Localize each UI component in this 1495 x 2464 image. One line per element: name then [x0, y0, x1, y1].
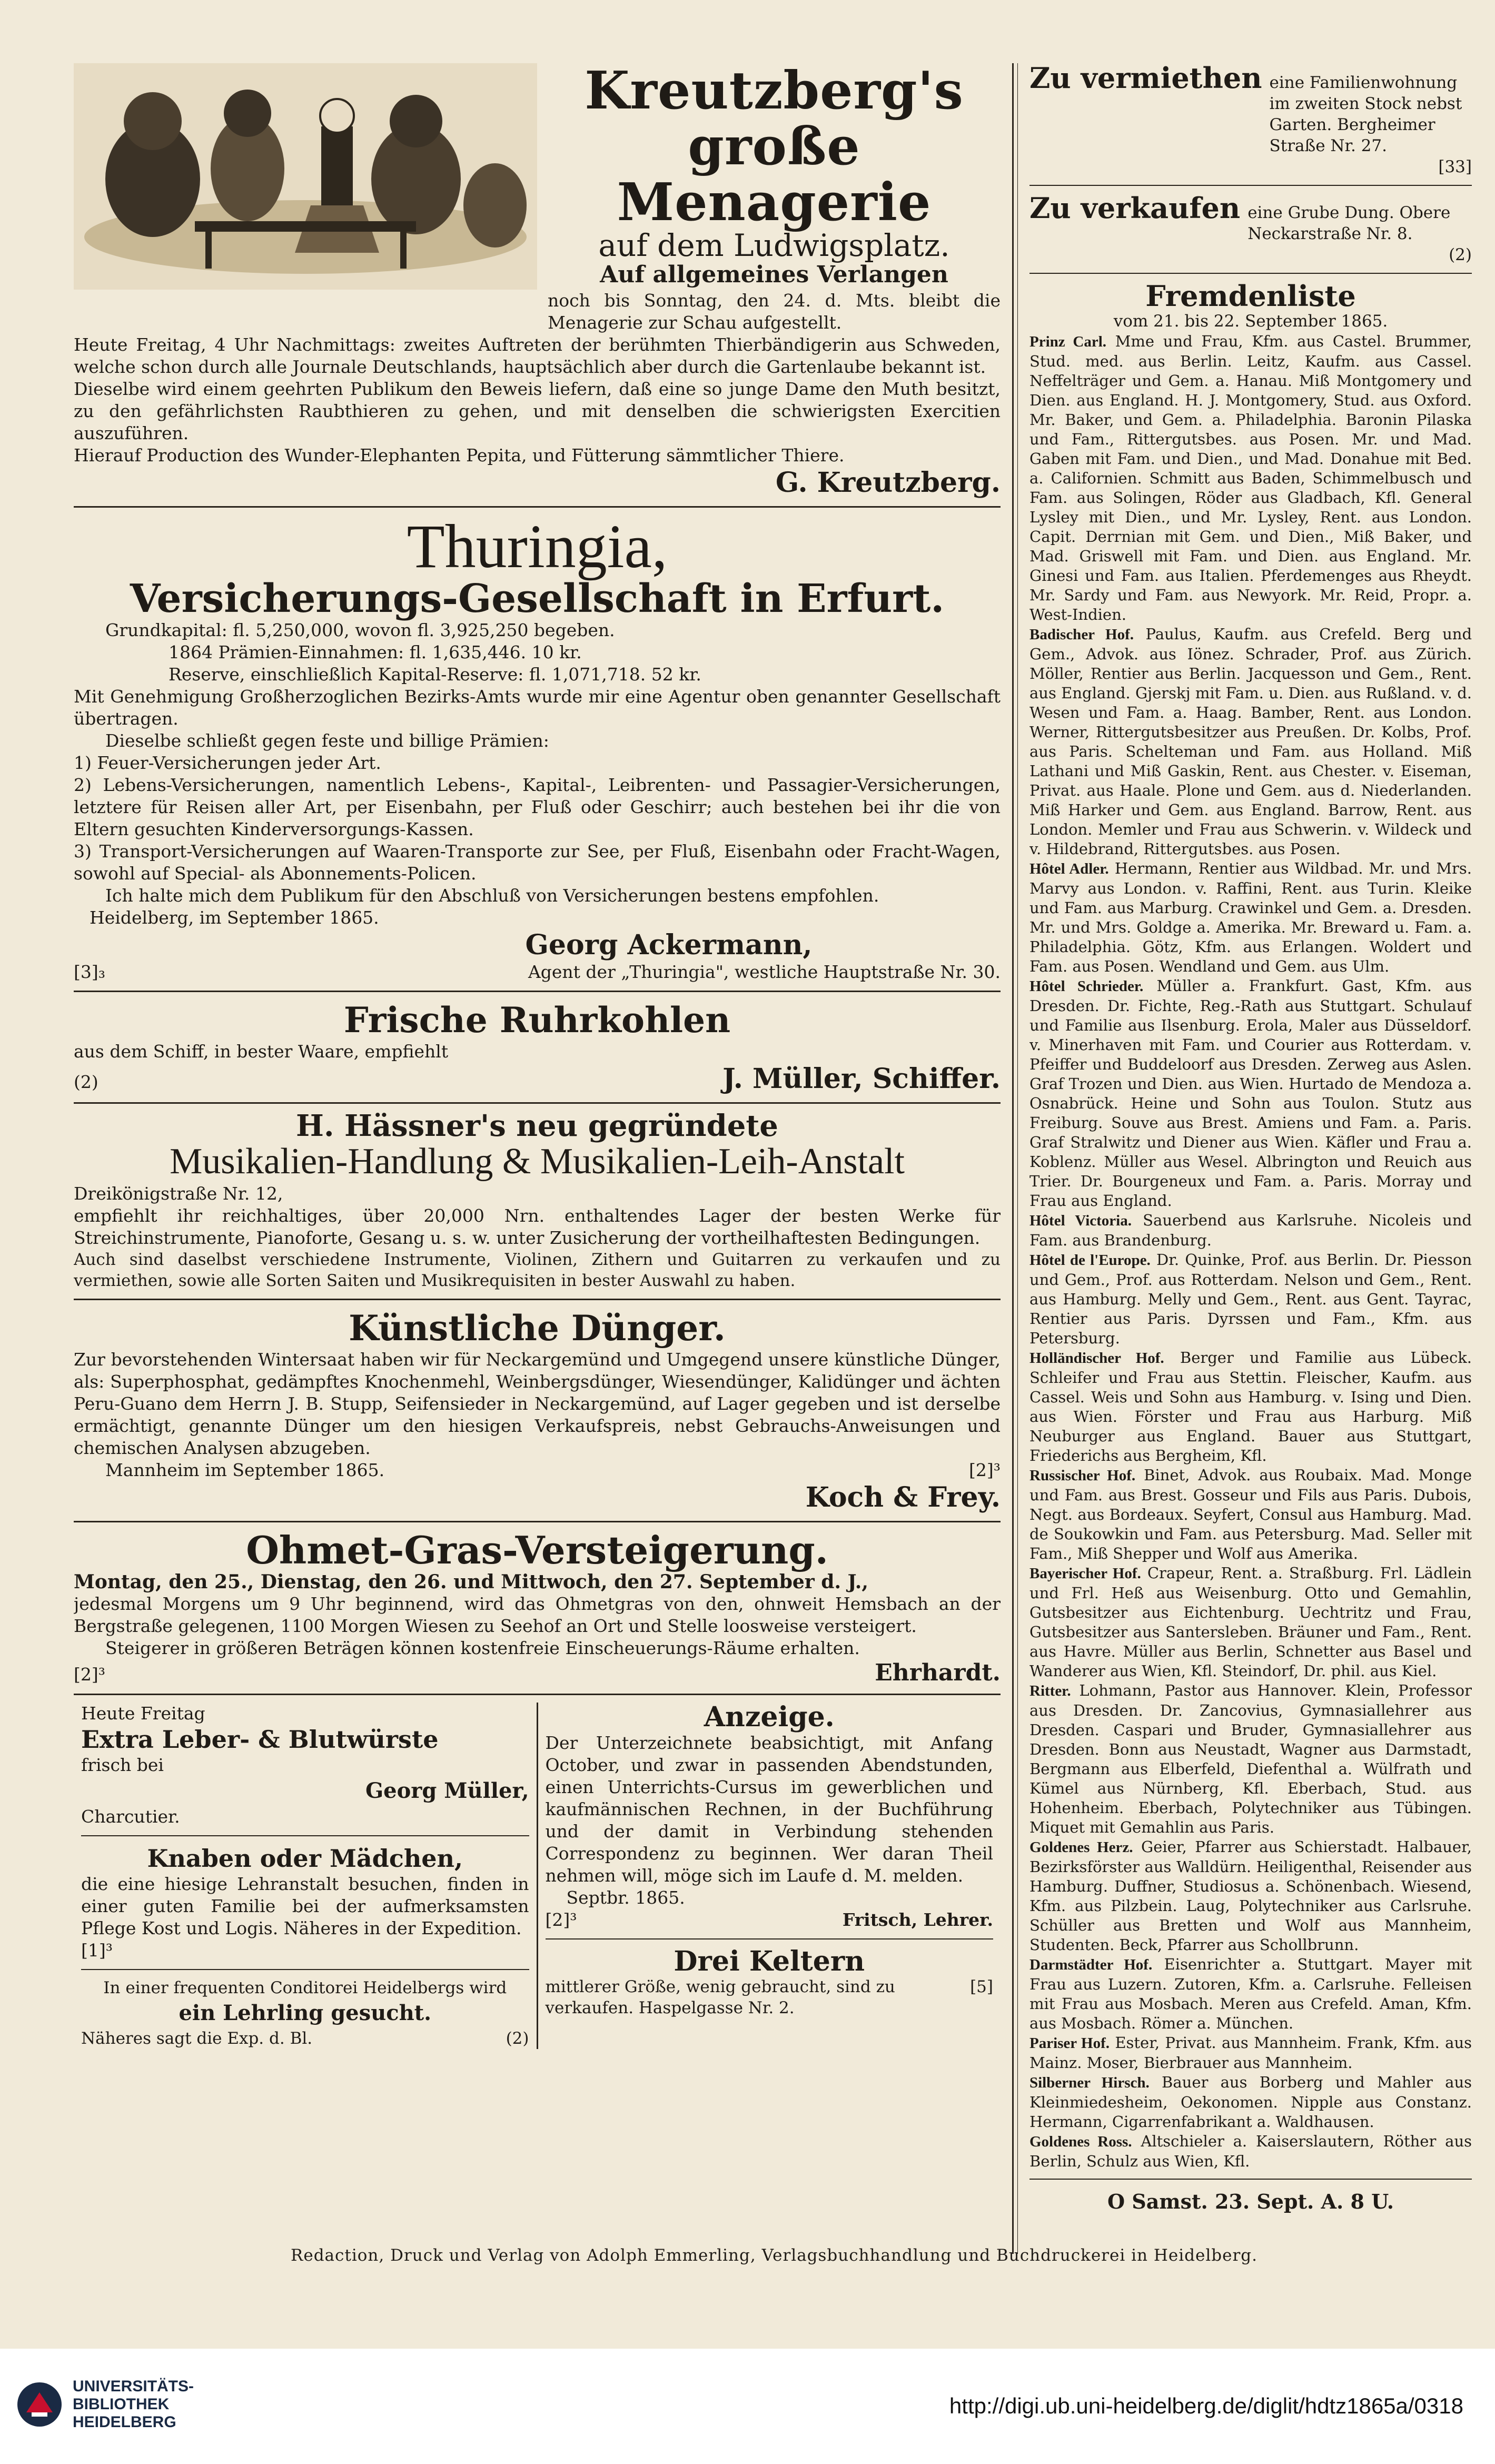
samst-line: O Samst. 23. Sept. A. 8 U.	[1107, 2190, 1394, 2213]
vermiethen-text: eine Familienwohnung im zweiten Stock nebst Garten. Bergheimer Straße Nr. 27.	[1269, 73, 1462, 155]
divider	[74, 1521, 1001, 1522]
hotel-guests: Paulus, Kaufm. aus Crefeld. Berg und Gem., Advok. aus Iönez. Schrader, Prof. aus Zürich. Möller, Rentier aus Berlin. Jacquesson und Gem., Rent. aus England. Gjerskj mit Fam. u. Dien. aus Rußland. v. d. Wesen und Fam. a. Haag. Bamber, Rent. aus London. Werner, Rittergutsbesitzer aus Preußen. Dr. Kolbs, Prof. aus Paris. Schelteman und Fam. aus Holland. Miß Lathani und Miß Gaskin, Rent. aus Chester. v. Eiseman, Privat. aus Haale. Plone und Gem. aus d. Niederlanden. Miß Harker und Gem. aus England. Barrow, Rent. aus London. Memler und Frau aus Schwerin. v. Wildeck und v. Hildebrand, Rittergutsbes. aus Posen.	[1029, 625, 1472, 858]
duenger-ref: [2]³	[969, 1460, 1001, 1480]
hotel-guests: Eisenrichter a. Stuttgart. Mayer mit Frau aus Luzern. Zutoren, Kfm. a. Carlsruhe. Felleisen mit Frau aus Mosbach. Meren aus Crefeld. Aman, Kfm. aus Mosbach. Römer a. München.	[1029, 1955, 1472, 2032]
hotel-entry	[1029, 1681, 1472, 1837]
knaben-title: Knaben oder Mädchen,	[147, 1844, 463, 1873]
hotel-entry	[1029, 1837, 1472, 1955]
library-logo[interactable]	[16, 2378, 194, 2431]
vermiethen-title: Zu vermiethen	[1029, 63, 1262, 95]
hotel-guests: Sauerbend aus Karlsruhe. Nicoleis und Fam. aus Brandenburg.	[1029, 1211, 1472, 1249]
hotel-guests: Altschieler a. Kaiserslautern, Röther aus Berlin, Schulz aus Wien, Kfl.	[1029, 2132, 1472, 2170]
thuringia-praemien: 1864 Prämien-Einnahmen: fl. 1,635,446. 10 kr.	[169, 642, 582, 662]
hotel-name: Goldenes Ross.	[1029, 2133, 1132, 2150]
hotel-name: Bayerischer Hof.	[1029, 1565, 1141, 1582]
divider	[81, 1835, 529, 1836]
thuringia-grundkapital: Grundkapital: fl. 5,250,000, wovon fl. 3,925,250 begeben.	[105, 620, 615, 640]
column-rule	[1017, 63, 1018, 2254]
menagerie-title1: Kreutzberg's	[585, 63, 964, 121]
hotel-entry	[1029, 1563, 1472, 1681]
haessner-text2: Auch sind daselbst verschiedene Instrumente, Violinen, Zithern und Guitarren zu verkaufen und zu vermiethen, sowie alle Sorten Saiten und Musikrequisiten in bester Auswahl zu haben.	[74, 1250, 1001, 1290]
menagerie-title2: große Menagerie	[617, 116, 932, 233]
logo-line2: BIBLIOTHEK	[73, 2396, 170, 2413]
thuringia-reserve: Reserve, einschließlich Kapital-Reserve: fl. 1,071,718. 52 kr.	[169, 664, 701, 685]
hotel-guests: Ester, Privat. aus Mannheim. Frank, Kfm. aus Mainz. Moser, Bierbrauer aus Mannheim.	[1029, 2034, 1472, 2072]
hotel-entry	[1029, 625, 1472, 859]
hotel-list	[1029, 332, 1472, 2171]
menagerie-subtitle: auf dem Ludwigsplatz.	[598, 227, 950, 263]
hotel-guests: Lohmann, Pastor aus Hannover. Klein, Professor aus Dresden. Dr. Zancovius, Gymnasiallehrer aus Dresden. Caspari und Bruder, Gymnasiallehrer aus Dresden. Bonn aus Neustadt, Wagner aus Darmstadt, Bergmann aus Elberfeld, Diefenthal a. Wülfrath und Kümel aus Nürnberg, Kfl. Eberbach, Stud. aus Hohenheim. Eberbach, Polytechniker aus Tübingen. Miquet mit Gemahlin aus Paris.	[1029, 1681, 1472, 1836]
logo-line1: UNIVERSITÄTS-	[73, 2378, 194, 2395]
hotel-guests: Dr. Quinke, Prof. aus Berlin. Dr. Piesson und Gem., Prof. aus Rotterdam. Nelson und Gem., Rent. aus Hamburg. Melly und Gem., Rent. aus Gent. Tayrac, Rentier aus Paris. Dyrssen und Fam., Kfm. aus Petersburg.	[1029, 1251, 1472, 1347]
hotel-entry	[1029, 976, 1472, 1211]
duenger-place: Mannheim im September 1865.	[105, 1460, 385, 1480]
ohmet-text2: Steigerer in größeren Beträgen können kostenfreie Einscheuerungs-Räume erhalten.	[105, 1638, 860, 1658]
hotel-name: Hôtel Adler.	[1029, 860, 1109, 877]
hotel-name: Holländischer Hof.	[1029, 1350, 1164, 1367]
verkaufen-title: Zu verkaufen	[1029, 191, 1241, 225]
divider	[74, 1299, 1001, 1300]
ohmet-signature: Ehrhardt.	[875, 1659, 1001, 1686]
ruhrkohlen-ref: (2)	[74, 1072, 98, 1092]
thuringia-ad	[74, 512, 1001, 983]
divider	[1029, 185, 1472, 186]
anzeige-text: Der Unterzeichnete beabsichtigt, mit Anfang October, und zwar in passenden Abendstunden, einen Unterrichts-Cursus im gewerblichen und kaufmännischen Rechnen, in der Buchführung und der damit in Verbindung stehenden Correspondenz zu beginnen. Wer daran Theil nehmen will, möge sich im Laufe d. M. melden.	[545, 1733, 993, 1886]
thuringia-intro: Mit Genehmigung Großherzoglichen Bezirks-Amts wurde mir eine Agentur oben genannter Gesellschaft übertragen.	[74, 686, 1001, 729]
hotel-name: Hôtel Victoria.	[1029, 1212, 1132, 1229]
thuringia-signature: Georg Ackermann,	[525, 929, 813, 961]
fremdenliste-title: Fremdenliste	[1145, 279, 1356, 313]
haessner-title1: H. Hässner's neu gegründete	[296, 1109, 778, 1143]
bottom-columns	[74, 1703, 1001, 2049]
hotel-entry	[1029, 1211, 1472, 1250]
thuringia-place: Heidelberg, im September 1865.	[90, 907, 379, 928]
bottom-left	[74, 1703, 537, 2049]
divider	[74, 991, 1001, 992]
anzeige-signature: Fritsch, Lehrer.	[842, 1909, 993, 1930]
divider	[74, 1102, 1001, 1104]
left-column	[74, 63, 1001, 2243]
hotel-guests: Geier, Pfarrer aus Schierstadt. Halbauer, Bezirksförster aus Walldürn. Heiligenthal, Reisender aus Hamburg. Duffner, Studiosus a. Schönenbach. Wiesend, Kfm. aus Pilzbein. Laug, Polytechniker aus Carlsruhe. Schüller aus Bretten und Wolf aus Mannheim, Studenten. Beck, Pfarrer aus Schollbrunn.	[1029, 1838, 1472, 1954]
thuringia-item1: 1) Feuer-Versicherungen jeder Art.	[74, 753, 381, 773]
hotel-guests: Bauer aus Borberg und Mahler aus Kleinmiedesheim, Oekonomen. Nipple aus Constanz. Hermann, Cigarrenfabrikant a. Waldhausen.	[1029, 2073, 1472, 2131]
leberwurst-role: Charcutier.	[81, 1806, 180, 1827]
hotel-name: Russischer Hof.	[1029, 1467, 1136, 1484]
leberwurst-title: Extra Leber- & Blutwürste	[81, 1725, 439, 1754]
lehrling-line2: Näheres sagt die Exp. d. Bl.	[81, 2029, 313, 2048]
divider	[1029, 273, 1472, 274]
hotel-name: Ritter.	[1029, 1683, 1071, 1699]
menagerie-para1: Heute Freitag, 4 Uhr Nachmittags: zweites Auftreten der berühmten Thierbändigerin aus Schweden, welche schon durch alle Journale Deutschlands, hauptsächlich aber durch die Gartenlaube bekannt ist.	[74, 334, 1001, 377]
hotel-guests: Müller a. Frankfurt. Gast, Kfm. aus Dresden. Dr. Fichte, Reg.-Rath aus Stuttgart. Schulauf und Familie aus Ilsenburg. Erola, Maler aus Düsseldorf. v. Minerhaven mit Fam. und Courier aus Rotterdam. v. Pfeiffer und Buddeloorf aus Dresden. Zerweg aus Aslen. Graf Trozen und Dien. aus Wien. Hurtado de Mendoza a. Osnabrück. Heine und Sohn aus Toulon. Stutz aus Freiburg. Souve aus Brest. Amiens und Fam. a. Paris. Graf Stralwitz und Diener aus Wien. Käfler und Frau a. Koblenz. Müller aus Wesel. Albrington und Reuich aus Trier. Dr. Bourgeneux und Fam. a. Paris. Morray und Frau aus England.	[1029, 977, 1472, 1210]
library-seal-icon	[16, 2381, 63, 2428]
leberwurst-text: frisch bei	[81, 1755, 164, 1775]
keltern-text: mittlerer Größe, wenig gebraucht, sind zu verkaufen. Haspelgasse Nr. 2.	[545, 1977, 895, 2017]
hotel-entry	[1029, 1348, 1472, 1466]
hotel-entry	[1029, 859, 1472, 976]
ohmet-ad	[74, 1530, 1001, 1686]
hotel-entry	[1029, 332, 1472, 625]
hotel-name: Prinz Carl.	[1029, 333, 1107, 350]
keltern-title: Drei Keltern	[674, 1945, 865, 1977]
menagerie-request: Auf allgemeines Verlangen	[600, 261, 948, 288]
anzeige-title: Anzeige.	[704, 1701, 835, 1733]
verkaufen-text: eine Grube Dung. Obere Neckarstraße Nr. 8.	[1248, 203, 1451, 243]
duenger-title: Künstliche Dünger.	[349, 1308, 726, 1349]
hotel-guests: Crapeur, Rent. a. Straßburg. Frl. Lädlein und Frl. Heß aus Weisenburg. Otto und Gemahlin, Gutsbesitzer aus Eichtenburg. Uechtritz und Frau, Gutsbesitzer aus Santersleben. Bräuner und Fam., Rent. aus Havre. Müller aus Berlin, Schnetter aus Basel und Wanderer aus Wien, Kfl. Steindorf, Dr. phil. aus Kiel.	[1029, 1564, 1472, 1680]
divider	[81, 1969, 529, 1970]
logo-line3: HEIDELBERG	[73, 2413, 176, 2431]
verkaufen-ad	[1029, 193, 1472, 244]
lehrling-line1: In einer frequenten Conditorei Heidelbergs wird	[103, 1978, 507, 1997]
menagerie-para3: Hierauf Production des Wunder-Elephanten Pepita, und Fütterung sämmtlicher Thiere.	[74, 445, 845, 466]
library-footer	[0, 2349, 1495, 2464]
menagerie-para2: Dieselbe wird einem geehrten Publikum den Beweis liefern, daß eine so junge Dame den Muth besitzt, zu den gefährlichsten Raubthieren zu gehen, und mit denselben die schwierigsten Exercitien auszuführen.	[74, 379, 1001, 443]
keltern-ref: [5]	[970, 1977, 993, 1996]
menagerie-ad	[74, 63, 1001, 334]
bottom-right	[538, 1703, 1001, 2049]
thuringia-agent: Agent der „Thuringia", westliche Hauptstraße Nr. 30.	[528, 962, 1001, 982]
right-column	[1029, 63, 1472, 2243]
menagerie-illustration	[74, 63, 537, 290]
duenger-ad	[74, 1308, 1001, 1513]
hotel-entry	[1029, 1466, 1472, 1563]
lehrling-title: ein Lehrling gesucht.	[179, 2001, 432, 2025]
hotel-name: Hôtel Schrieder.	[1029, 978, 1144, 995]
haessner-ad	[74, 1111, 1001, 1291]
menagerie-line1: noch bis Sonntag, den 24. d. Mts. bleibt die Menagerie zur Schau aufgestellt.	[548, 290, 1001, 333]
hotel-name: Hôtel de l'Europe.	[1029, 1252, 1151, 1269]
verkaufen-ref: (2)	[1449, 245, 1472, 264]
thuringia-closing: Ich halte mich dem Publikum für den Abschluß von Versicherungen bestens empfohlen.	[105, 885, 879, 906]
hotel-name: Darmstädter Hof.	[1029, 1956, 1153, 1973]
knaben-ref: [1]³	[81, 1940, 113, 1961]
hotel-guests: Berger und Familie aus Lübeck. Schleifer und Frau aus Stettin. Fleischer, Kaufm. aus Cassel. Weis und Sohn aus Hamburg. v. Ising und Dien. aus Wien. Förster und Frau aus Harburg. Miß Neuburger aus England. Bauer aus Stuttgart, Friederichs aus Bergheim, Kfl.	[1029, 1349, 1472, 1464]
fremdenliste-date: vom 21. bis 22. September 1865.	[1113, 312, 1388, 331]
ruhrkohlen-title: Frische Ruhrkohlen	[343, 1000, 731, 1041]
hotel-entry	[1029, 2132, 1472, 2171]
menagerie-signature: G. Kreutzberg.	[775, 467, 1001, 499]
hotel-guests: Mme und Frau, Kfm. aus Castel. Brummer, Stud. med. aus Berlin. Leitz, Kaufm. aus Cassel. Neffelträger und Gem. a. Hanau. Miß Montgomery und Dien. aus England. H. J. Montgomery, Stud. aus Oxford. Mr. Baker, und Gem. a. Philadelphia. Baronin Pilaska und Fam., Rittergutsbes. aus Posen. Mr. und Mad. Gaben mit Fam. und Dien., und Mad. Donahue mit Bed. a. Californien. Schmitt aus Baden, Schimmelbusch und Fam. aus Solingen, Röder aus Gladbach, Kfl. General Lysley mit Dien., und Mr. Lysley, Rent. aus London. Capit. Derrnian mit Gem. und Dien., Miß Baker, und Mad. Griswell mit Fam. und Dien. aus England. Mr. Ginesi und Fam. aus Italien. Pferdemenges aus Rheydt. Mr. Sardy und Fam. aus Newyork. Mr. Reid, Propr. a. West-Indien.	[1029, 332, 1472, 624]
leberwurst-name: Georg Müller,	[365, 1778, 529, 1803]
hotel-entry	[1029, 1955, 1472, 2033]
hotel-entry	[1029, 1250, 1472, 1348]
anzeige-date: Septbr. 1865.	[566, 1887, 685, 1908]
ruhrkohlen-ad	[74, 1000, 1001, 1095]
vermiethen-ref: [33]	[1438, 157, 1472, 176]
divider	[546, 1938, 994, 1939]
haessner-title2: Musikalien-Handlung & Musikalien-Leih-Anstalt	[170, 1141, 905, 1182]
knaben-text: die eine hiesige Lehranstalt besuchen, finden in einer guten Familie bei der aufmerksamsten Pflege Kost und Logis. Näheres in der Expedition.	[81, 1874, 529, 1938]
divider	[74, 1694, 1001, 1695]
divider	[74, 506, 1001, 508]
haessner-text1: empfiehlt ihr reichhaltiges, über 20,000 Nrn. enthaltendes Lager der besten Werke für Streichinstrumente, Pianoforte, Gesang u. s. w. unter Zusicherung der vortheilhaftesten Bedingungen.	[74, 1205, 1001, 1248]
ruhrkohlen-signature: J. Müller, Schiffer.	[722, 1063, 1001, 1095]
thuringia-title: Thuringia,	[407, 512, 668, 581]
thuringia-intro2: Dieselbe schließt gegen feste und billige Prämien:	[105, 730, 549, 751]
ohmet-ref: [2]³	[74, 1664, 105, 1685]
hotel-name: Badischer Hof.	[1029, 626, 1134, 643]
vermiethen-ad	[1029, 63, 1472, 156]
hotel-entry	[1029, 2073, 1472, 2132]
ohmet-dates: Montag, den 25., Dienstag, den 26. und Mittwoch, den 27. September d. J.,	[74, 1571, 868, 1593]
column-rule	[1012, 63, 1014, 2254]
thuringia-ref: [3]₃	[74, 962, 105, 982]
hotel-entry	[1029, 2033, 1472, 2073]
ruhrkohlen-text: aus dem Schiff, in bester Waare, empfiehlt	[74, 1041, 449, 1062]
hotel-name: Silberner Hirsch.	[1029, 2074, 1150, 2091]
menagerie-header	[548, 63, 1001, 334]
haessner-address: Dreikönigstraße Nr. 12,	[74, 1183, 283, 1204]
source-url-link[interactable]: http://digi.ub.uni-heidelberg.de/diglit/hdtz1865a/0318	[949, 2393, 1463, 2418]
duenger-signature: Koch & Frey.	[805, 1481, 1001, 1513]
ohmet-title: Ohmet-Gras-Versteigerung.	[246, 1528, 828, 1572]
thuringia-item2: 2) Lebens-Versicherungen, namentlich Lebens-, Kapital-, Leibrenten- und Passagier-Versicherungen, letztere für Reisen aller Art, per Eisenbahn, per Fluß oder Geschirr; auch bestehen bei ihr die von Eltern gesuchten Kinderversorgungs-Kassen.	[74, 775, 1001, 839]
hotel-guests: Hermann, Rentier aus Wildbad. Mr. und Mrs. Marvy aus London. v. Raffini, Rent. aus Turin. Kleike und Fam. aus Marburg. Crawinkel und Gem. a. Dresden. Mr. und Mrs. Goldge a. Amerika. Mr. Breward u. Fam. a. Philadelphia. Götz, Kfm. aus Erlangen. Woldert und Fam. aus Posen. Wendland und Gem. aus Ulm.	[1029, 859, 1472, 975]
hotel-name: Pariser Hof.	[1029, 2035, 1110, 2052]
hotel-name: Goldenes Herz.	[1029, 1839, 1133, 1856]
thuringia-item3: 3) Transport-Versicherungen auf Waaren-Transporte zur See, per Fluß, Eisenbahn oder Fracht-Wagen, sowohl auf Special- als Abonnements-Policen.	[74, 841, 1001, 884]
divider	[1029, 2179, 1472, 2180]
imprint-line: Redaction, Druck und Verlag von Adolph Emmerling, Verlagsbuchhandlung und Buchdruckerei in Heidelberg.	[291, 2246, 1258, 2265]
thuringia-subtitle: Versicherungs-Gesellschaft in Erfurt.	[130, 576, 945, 621]
ohmet-text: jedesmal Morgens um 9 Uhr beginnend, wird das Ohmetgras von den, ohnweit Hemsbach an der Bergstraße gelegenen, 1100 Morgen Wiesen zu Seehof an Ort und Stelle loosweise versteigert.	[74, 1594, 1001, 1636]
leberwurst-heute: Heute Freitag	[81, 1703, 205, 1724]
anzeige-ref: [2]³	[545, 1909, 577, 1930]
hotel-guests: Binet, Advok. aus Roubaix. Mad. Monge und Fam. aus Brest. Gosseur und Fils aus Paris. Dubois, Negt. aus Bordeaux. Seyfert, Consul aus Hamburg. Mad. de Soukowkin und Fam. aus Petersburg. Mad. Seller mit Fam., Miß Shepper und Wolf aus Amerika.	[1029, 1466, 1472, 1562]
lehrling-ref: (2)	[506, 2029, 529, 2048]
duenger-text: Zur bevorstehenden Wintersaat haben wir für Neckargemünd und Umgegend unsere künstliche Dünger, als: Superphosphat, gedämpftes Knochenmehl, Weinbergsdünger, Wiesendünger, Kalidünger und ächten Peru-Guano dem Herrn J. B. Stupp, Seifensieder in Neckargemünd, auf Lager gegeben und ist derselbe ermächtigt, genannte Dünger um den hiesigen Verkaufspreis, nebst Gebrauchs-Anweisungen und chemischen Analysen abzugeben.	[74, 1349, 1001, 1458]
